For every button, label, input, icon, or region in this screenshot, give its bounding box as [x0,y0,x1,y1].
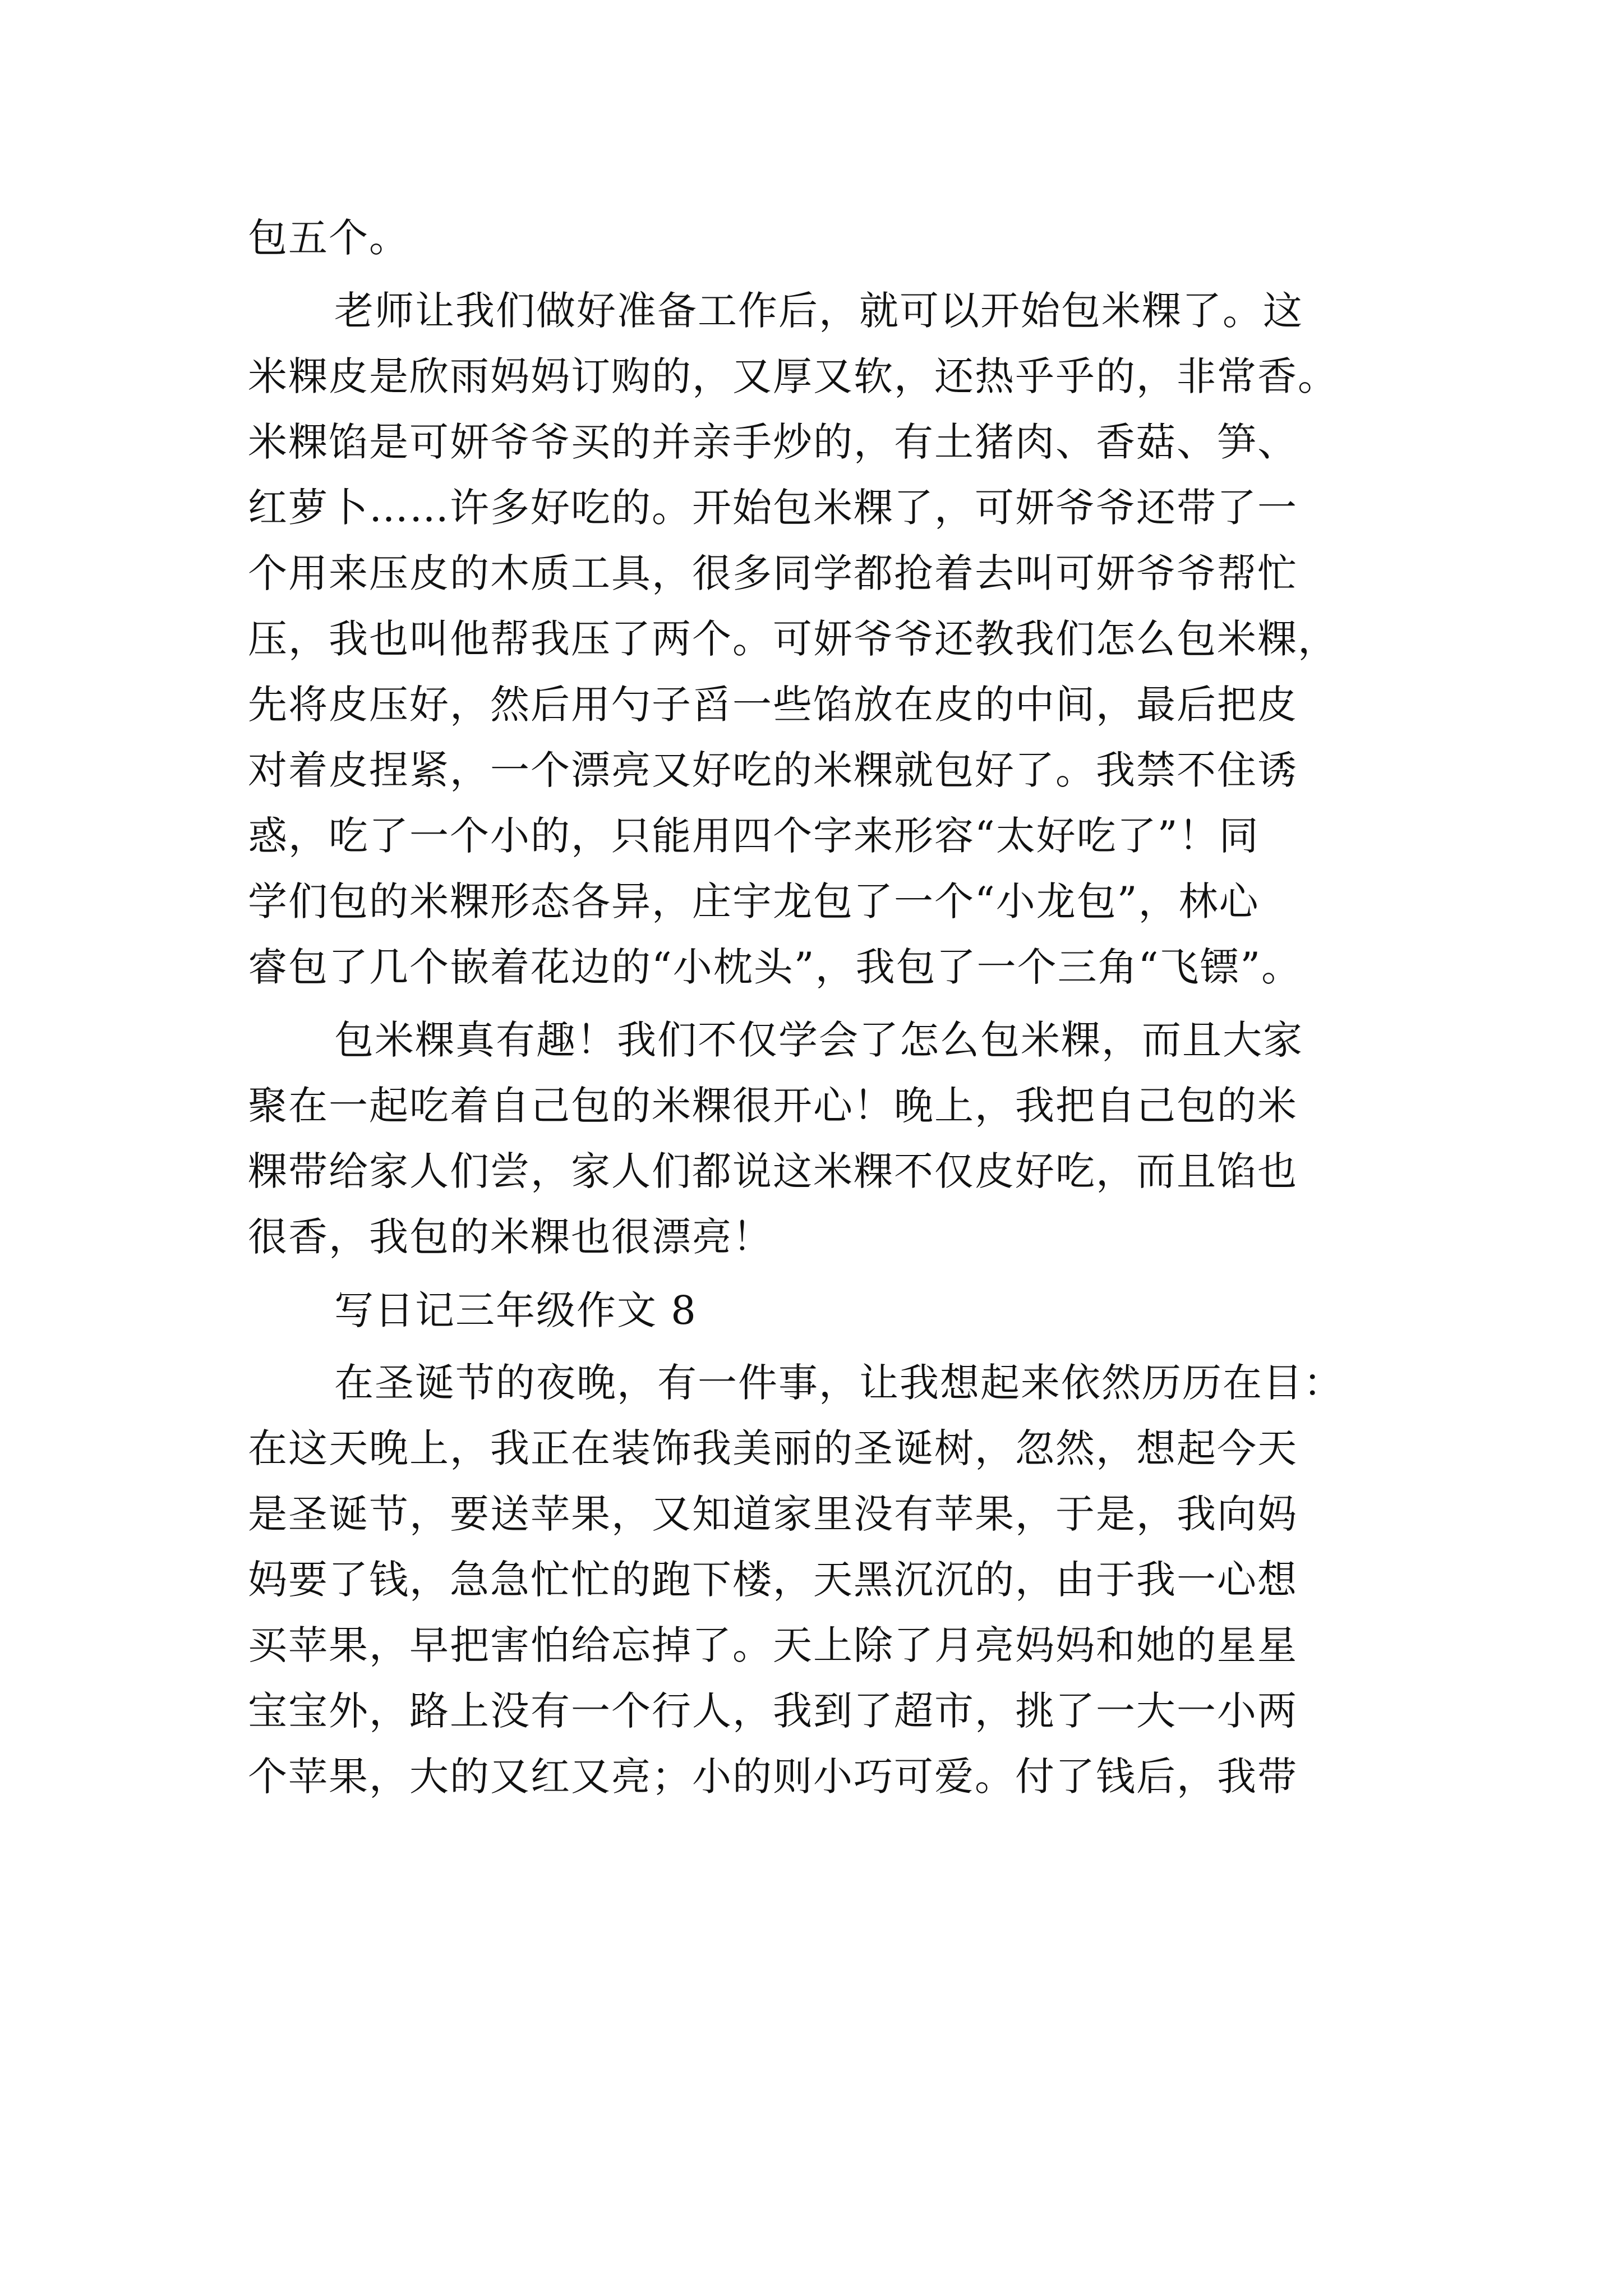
text-line: 红萝卜……许多好吃的。开始包米粿了，可妍爷爷还带了一 [248,485,1298,531]
text-line: 惑，吃了一个小的，只能用四个字来形容“太好吃了”！同 [248,813,1260,859]
text-line: 包五个。 [248,215,409,261]
text-line: 聚在一起吃着自己包的米粿很开心！晚上，我把自己包的米 [248,1083,1298,1129]
text-line: 学们包的米粿形态各异，庄宇龙包了一个“小龙包”，林心 [248,878,1260,924]
text-line: 睿包了几个嵌着花边的“小枕头”，我包了一个三角“飞镖”。 [248,944,1302,990]
text-line: 先将皮压好，然后用勺子舀一些馅放在皮的中间，最后把皮 [248,682,1298,728]
paragraph-start-line: 老师让我们做好准备工作后，就可以开始包米粿了。这 [334,288,1303,334]
paragraph-start-line: 在圣诞节的夜晚，有一件事，让我想起来依然历历在目： [334,1360,1344,1406]
text-line: 妈要了钱，急急忙忙的跑下楼，天黑沉沉的，由于我一心想 [248,1557,1298,1603]
text-line: 对着皮捏紧，一个漂亮又好吃的米粿就包好了。我禁不住诱 [248,747,1298,793]
text-line: 是圣诞节，要送苹果，又知道家里没有苹果，于是，我向妈 [248,1491,1298,1537]
text-line: 粿带给家人们尝，家人们都说这米粿不仅皮好吃，而且馅也 [248,1148,1298,1194]
paragraph-start-line: 包米粿真有趣！我们不仅学会了怎么包米粿，而且大家 [334,1017,1303,1063]
text-line: 米粿馅是可妍爷爷买的并亲手炒的，有土猪肉、香菇、笋、 [248,419,1298,465]
text-line: 在这天晚上，我正在装饰我美丽的圣诞树，忽然，想起今天 [248,1425,1298,1471]
essay-heading: 写日记三年级作文 8 [334,1287,697,1333]
text-line: 宝宝外，路上没有一个行人，我到了超市，挑了一大一小两 [248,1688,1298,1734]
text-line: 个用来压皮的木质工具，很多同学都抢着去叫可妍爷爷帮忙 [248,550,1298,596]
text-line: 很香，我包的米粿也很漂亮！ [248,1214,773,1260]
text-line: 买苹果，早把害怕给忘掉了。天上除了月亮妈妈和她的星星 [248,1622,1298,1668]
text-line: 个苹果，大的又红又亮；小的则小巧可爱。付了钱后，我带 [248,1754,1298,1800]
text-line: 米粿皮是欣雨妈妈订购的，又厚又软，还热乎乎的，非常香。 [248,353,1338,399]
text-line: 压，我也叫他帮我压了两个。可妍爷爷还教我们怎么包米粿， [248,616,1338,662]
